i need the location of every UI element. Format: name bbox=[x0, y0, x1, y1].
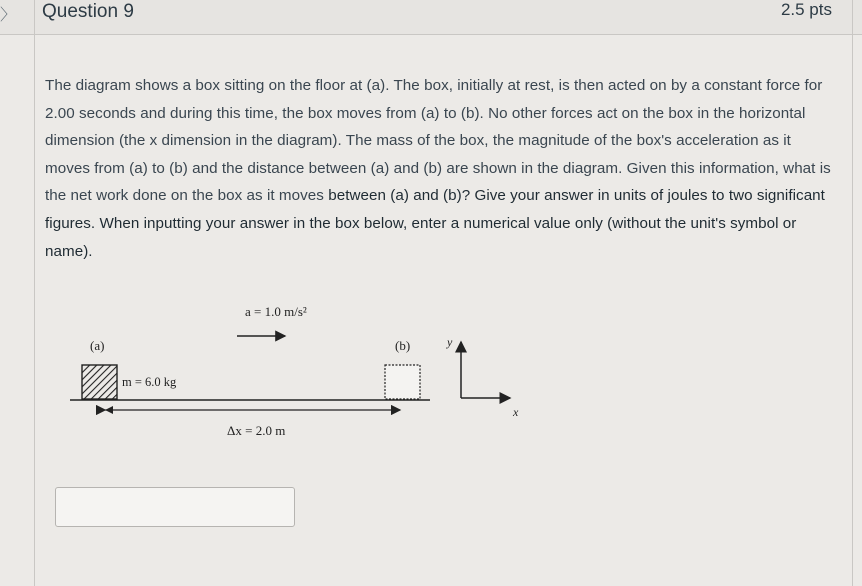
question-header bbox=[0, 0, 862, 35]
question-text-main: The diagram shows a box sitting on the floor at (a). The box, initially at rest, is then acted on by a constant force for 2.00 seconds and during this time, the box moves from (a) to (b). No other forces act on the box in the horizontal dimension (the x dimension in the diagram). The mass of the box, the magnitude of the box's acceleration as it moves from (a) to (b) and the distance between (a) and (b) are shown in the diagram. Given this information, what is the net work done on the box as it moves bbox=[45, 77, 831, 205]
question-title: Question 9 bbox=[42, 1, 134, 22]
question-text bbox=[45, 72, 835, 265]
y-axis-label: y bbox=[447, 335, 453, 349]
question-text-instructions: between (a) and (b)? Give your answer in units of joules to two significant figures. When inputting your answer in the box below, enter a numerical value only (without the unit's symbol or name). bbox=[45, 187, 825, 260]
box-at-b bbox=[385, 365, 420, 399]
acceleration-label: a = 1.0 m/s² bbox=[245, 304, 307, 319]
mass-label: m = 6.0 kg bbox=[122, 375, 177, 389]
physics-diagram bbox=[60, 295, 530, 445]
point-a-label: (a) bbox=[90, 338, 105, 353]
point-b-label: (b) bbox=[395, 338, 411, 353]
frame-border-right bbox=[852, 0, 853, 586]
answer-input[interactable] bbox=[55, 487, 295, 527]
distance-label: Δx = 2.0 m bbox=[227, 423, 286, 438]
x-axis-label: x bbox=[513, 405, 519, 419]
box-at-a bbox=[82, 365, 117, 399]
distance-arrow-left-head bbox=[105, 406, 113, 414]
chevron-right-icon[interactable]: 〉 bbox=[0, 7, 17, 24]
frame-border-left bbox=[34, 0, 35, 586]
question-points: 2.5 pts bbox=[780, 0, 832, 19]
